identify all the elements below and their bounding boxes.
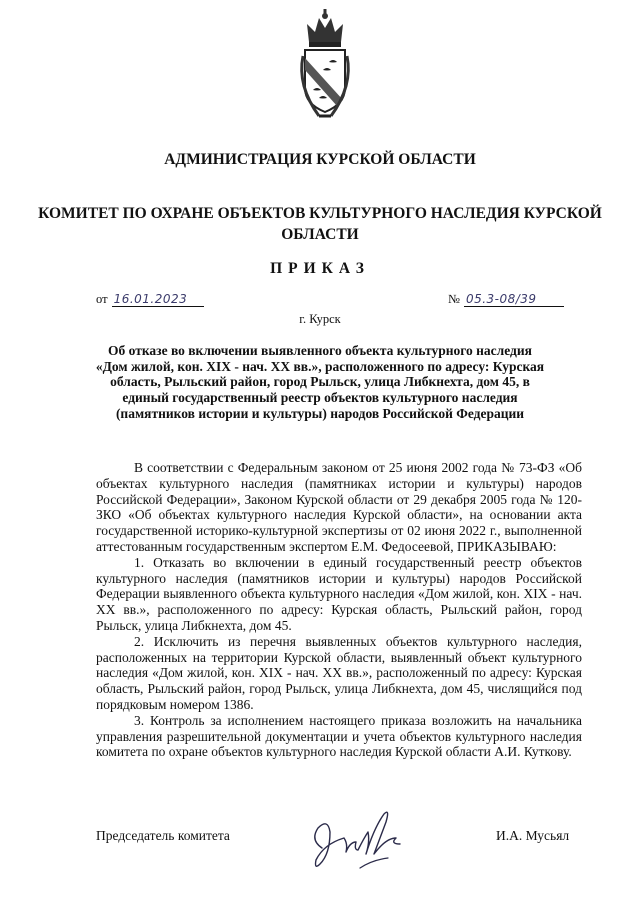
order-number [448, 292, 564, 307]
order-date [96, 292, 204, 307]
signer-position: Председатель комитета [96, 828, 230, 843]
number-value: 05.3-08/39 [464, 292, 564, 307]
handwritten-signature-icon [300, 798, 410, 878]
date-value: 16.01.2023 [112, 292, 204, 307]
committee-title: КОМИТЕТ ПО ОХРАНЕ ОБЪЕКТОВ КУЛЬТУРНОГО НАСЛЕДИЯ КУРСКОЙ ОБЛАСТИ [38, 205, 602, 243]
administration-title: АДМИНИСТРАЦИЯ КУРСКОЙ ОБЛАСТИ [164, 151, 476, 168]
date-prefix: от [96, 292, 108, 306]
body-item-1: 1. Отказать во включении в единый государственный реестр объектов культурного наследия (памятников истории и культуры) народов Российской Федерации выявленного объекта культурного наследия «Дом жилой, кон. XIX - нач. XX вв.», расположенного по адресу: Курская область, Рыльский район, город Рыльск, улица Либкнехта, дом 45. [96, 554, 582, 633]
order-heading: ПРИКАЗ [270, 260, 370, 277]
document-body [96, 460, 582, 760]
kursk-coat-of-arms-icon [295, 6, 355, 126]
city-label: г. Курск [299, 312, 341, 326]
body-item-3: 3. Контроль за исполнением настоящего приказа возложить на начальника управления разрешительной документации и учета объектов культурного наследия комитета по охране объектов культурного наследия Курской области А.И. Куткову. [96, 712, 582, 760]
body-item-2: 2. Исключить из перечня выявленных объектов культурного наследия, расположенных на территории Курской области, выявленный объект культурного наследия «Дом жилой, кон. XIX - нач. XX вв.», расположенный по адресу: Курская область, Рыльский район, город Рыльск, улица Либкнехта, дом 45, числящийся под порядковым номером 1386. [96, 633, 582, 712]
signer-name: И.А. Мусьял [496, 828, 570, 843]
number-prefix: № [448, 292, 460, 306]
body-intro: В соответствии с Федеральным законом от 25 июня 2002 года № 73-ФЗ «Об объектах культурного наследия (памятниках истории и культуры) народов Российской Федерации», Законом Курской области от 29 декабря 2005 года № 120-ЗКО «Об объектах культурного наследия Курской области», на основании акта государственной историко-культурной экспертизы от 02 июня 2022 г., выполненной аттестованным государственным экспертом Е.М. Федосеевой, ПРИКАЗЫВАЮ: [96, 460, 582, 554]
document-title: Об отказе во включении выявленного объекта культурного наследия «Дом жилой, кон. XIX - нач. XX вв.», расположенного по адресу: Курская область, Рыльский район, город Рыльск, улица Либкнехта, дом 45, в единый государственный реестр объектов культурного наследия (памятников истории и культуры) народов Российской Федерации [95, 343, 545, 421]
